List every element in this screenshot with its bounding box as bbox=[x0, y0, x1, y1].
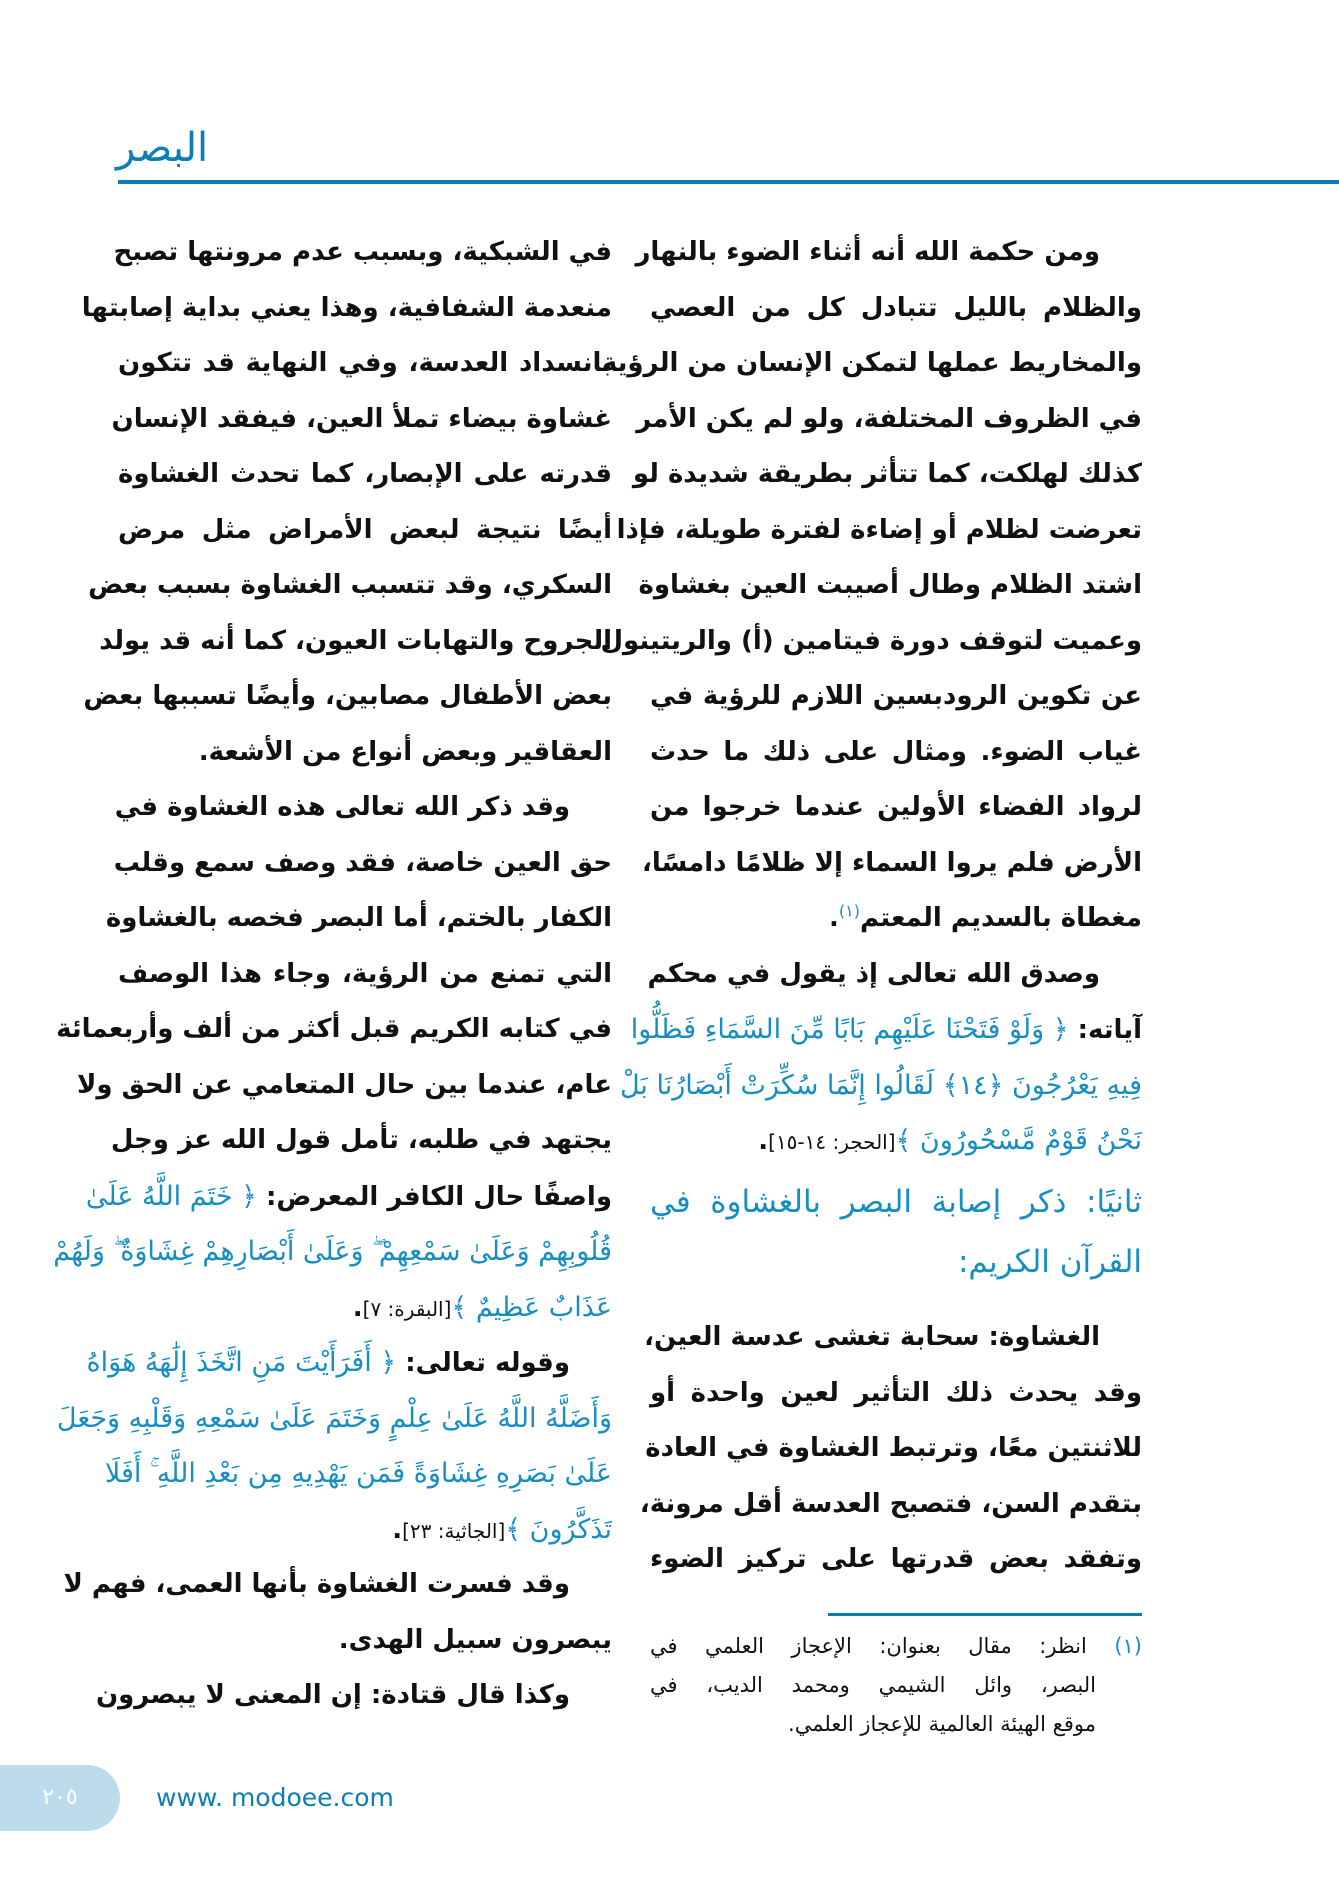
body-text: عن تكوين الرودبسين اللازم للرؤية في bbox=[650, 681, 1142, 711]
body-text: في الظروف المختلفة، ولو لم يكن الأمر bbox=[636, 403, 1142, 434]
right-column-text bbox=[600, 225, 1142, 1169]
body-text: يبصرون سبيل الهدى. bbox=[338, 1624, 612, 1655]
text-line bbox=[111, 392, 612, 448]
text-line bbox=[650, 891, 1142, 947]
quran-verse: وَأَضَلَّهُ اللَّهُ عَلَىٰ عِلْمٍ وَخَتَمَ عَلَىٰ سَمْعِهِ وَقَلْبِهِ وَجَعَلَ bbox=[56, 1402, 612, 1434]
text-line bbox=[650, 281, 1142, 337]
text-line bbox=[118, 1502, 612, 1558]
text-line bbox=[88, 558, 612, 614]
verse-reference: [الجاثية: ٢٣] bbox=[402, 1518, 506, 1543]
text-line bbox=[95, 1668, 612, 1724]
header-divider bbox=[118, 180, 1339, 184]
body-text: بعض الأطفال مصابين، وأيضًا تسببها بعض bbox=[83, 681, 612, 711]
text-line bbox=[650, 780, 1142, 836]
body-text: وكذا قال قتادة: إن المعنى لا يبصرون bbox=[95, 1680, 570, 1710]
body-text: عام، عندما بين حال المتعامي عن الحق ولا bbox=[77, 1069, 612, 1100]
website-link[interactable]: www. modoee.com bbox=[156, 1783, 394, 1812]
text-line bbox=[650, 1113, 1142, 1169]
text-line bbox=[105, 891, 612, 947]
text-line bbox=[77, 1058, 612, 1114]
text-line bbox=[600, 614, 1142, 670]
text-line bbox=[81, 281, 612, 337]
verse-reference: [الحجر: ١٤-١٥] bbox=[768, 1130, 896, 1154]
body-text: غشاوة بيضاء تملأ العين، فيفقد الإنسان bbox=[111, 403, 612, 434]
footnote-marker: (١) bbox=[838, 901, 860, 921]
footnote bbox=[650, 1627, 1142, 1744]
footnote-divider bbox=[828, 1613, 1142, 1616]
text-line bbox=[642, 836, 1142, 892]
body-text: آياته: bbox=[1068, 1015, 1142, 1045]
body-text: والظلام بالليل تتبادل كل من العصي bbox=[650, 292, 1142, 323]
quran-verse: ﴿ أَفَرَأَيْتَ مَنِ اتَّخَذَ إِلَٰهَهُ هَوَاهُ bbox=[86, 1347, 397, 1378]
quran-verse: عَذَابٌ عَظِيمٌ ﴾ bbox=[451, 1291, 612, 1323]
text-line bbox=[63, 1557, 612, 1613]
quran-verse: ﴿ خَتَمَ اللَّهُ عَلَىٰ bbox=[85, 1180, 257, 1212]
text-line bbox=[104, 1446, 612, 1502]
text-line bbox=[650, 1532, 1142, 1588]
text-line bbox=[113, 836, 612, 892]
body-text: وقد يحدث ذلك التأثير لعين واحدة أو bbox=[650, 1377, 1142, 1408]
body-text: مغطاة بالسديم المعتم bbox=[859, 903, 1142, 933]
footnote-number: (١) bbox=[1114, 1634, 1142, 1658]
body-text: للاثنتين معًا، وترتبط الغشاوة في العادة bbox=[645, 1433, 1142, 1463]
text-line bbox=[638, 558, 1142, 614]
text-line bbox=[601, 336, 1142, 392]
chapter-title: البصر bbox=[116, 125, 209, 171]
text-line bbox=[83, 669, 612, 725]
text-line bbox=[650, 669, 1142, 725]
text-line bbox=[118, 1280, 612, 1336]
footnote-line bbox=[650, 1627, 1142, 1666]
body-text: أيضًا نتيجة لبعض الأمراض مثل مرض bbox=[118, 514, 612, 545]
text-line bbox=[645, 1421, 1142, 1477]
section-heading-line: ثانيًا: ذكر إصابة البصر بالغشاوة في bbox=[650, 1184, 1142, 1220]
body-text: . bbox=[829, 903, 839, 933]
section-heading-line: القرآن الكريم: bbox=[957, 1244, 1142, 1280]
body-text: لرواد الفضاء الأولين عندما خرجوا من bbox=[650, 792, 1142, 822]
text-line bbox=[650, 725, 1142, 781]
body-text: منعدمة الشفافية، وهذا يعني بداية إصابتها bbox=[81, 292, 612, 323]
text-line bbox=[114, 780, 612, 836]
body-text: وقد ذكر الله تعالى هذه الغشاوة في bbox=[114, 792, 570, 822]
text-line bbox=[85, 1169, 612, 1225]
body-text: يجتهد في طلبه، تأمل قول الله عز وجل bbox=[110, 1125, 612, 1155]
left-column-text bbox=[53, 225, 612, 1724]
body-text: . bbox=[392, 1514, 403, 1545]
text-line bbox=[619, 1058, 1142, 1114]
text-line bbox=[647, 947, 1142, 1003]
quran-verse: فِيهِ يَعْرُجُونَ ﴿١٤﴾ لَقَالُوا إِنَّمَا سُكِّرَتْ أَبْصَارُنَا بَلْ bbox=[619, 1069, 1142, 1101]
body-text: وقوله تعالى: bbox=[396, 1348, 570, 1378]
text-line bbox=[636, 392, 1142, 448]
text-line bbox=[56, 1391, 612, 1447]
body-text: في كتابه الكريم قبل أكثر من ألف وأربعمائة bbox=[56, 1014, 612, 1044]
body-text: تعرضت لظلام أو إضاءة لفترة طويلة، فإذا bbox=[616, 514, 1142, 545]
text-line bbox=[53, 1224, 612, 1280]
body-text: الأرض فلم يروا السماء إلا ظلامًا دامسًا، bbox=[642, 847, 1142, 878]
quran-verse: نَحْنُ قَوْمٌ مَّسْحُورُونَ ﴾ bbox=[895, 1125, 1142, 1156]
text-line bbox=[118, 336, 612, 392]
text-line bbox=[616, 503, 1142, 559]
body-text: اشتد الظلام وطال أصيبت العين بغشاوة bbox=[638, 570, 1142, 600]
text-line bbox=[56, 1002, 612, 1058]
right-column-text-2 bbox=[639, 1310, 1142, 1588]
body-text: غياب الضوء. ومثال على ذلك ما حدث bbox=[650, 736, 1142, 767]
body-text: بتقدم السن، فتصبح العدسة أقل مرونة، bbox=[639, 1488, 1142, 1519]
body-text: السكري، وقد تتسبب الغشاوة بسبب بعض bbox=[88, 570, 612, 600]
text-line bbox=[113, 225, 612, 281]
body-text: وعميت لتوقف دورة فيتامين (أ) والريتينول bbox=[600, 625, 1142, 656]
text-line bbox=[118, 447, 612, 503]
body-text: الغشاوة: سحابة تغشى عدسة العين، bbox=[644, 1322, 1100, 1352]
quran-verse: تَذَكَّرُونَ ﴾ bbox=[505, 1513, 612, 1545]
body-text: العقاقير وبعض أنواع من الأشعة. bbox=[198, 736, 612, 767]
quran-verse: عَلَىٰ بَصَرِهِ غِشَاوَةً فَمَن يَهْدِيهِ مِن بَعْدِ اللَّهِ ۚ أَفَلَا bbox=[104, 1458, 612, 1489]
body-text: في الشبكية، وبسبب عدم مرونتها تصبح bbox=[113, 237, 612, 267]
section-heading bbox=[650, 1172, 1142, 1292]
text-line bbox=[86, 1335, 612, 1391]
body-text: وقد فسرت الغشاوة بأنها العمى، فهم لا bbox=[63, 1569, 570, 1599]
body-text: ومن حكمة الله أنه أثناء الضوء بالنهار bbox=[635, 237, 1100, 267]
text-line bbox=[99, 614, 612, 670]
body-text: واصفًا حال الكافر المعرض: bbox=[256, 1181, 612, 1212]
body-text: وصدق الله تعالى إذ يقول في محكم bbox=[647, 958, 1100, 989]
text-line bbox=[639, 1477, 1142, 1533]
body-text: وتفقد بعض قدرتها على تركيز الضوء bbox=[650, 1544, 1142, 1574]
text-line bbox=[632, 447, 1142, 503]
body-text: . bbox=[352, 1292, 363, 1323]
body-text: حق العين خاصة، فقد وصف سمع وقلب bbox=[113, 847, 612, 878]
text-line bbox=[118, 725, 612, 781]
text-line bbox=[650, 1366, 1142, 1422]
text-line bbox=[644, 1310, 1142, 1366]
quran-verse: ﴿ وَلَوْ فَتَحْنَا عَلَيْهِم بَابًا مِّنَ السَّمَاءِ فَظَلُّوا bbox=[630, 1014, 1069, 1045]
page-number-badge: ٢٠٥ bbox=[0, 1765, 120, 1831]
footnote-text: انظر: مقال بعنوان: الإعجاز العلمي في bbox=[650, 1634, 1087, 1658]
text-line bbox=[118, 947, 612, 1003]
text-line bbox=[635, 225, 1142, 281]
text-line bbox=[118, 503, 612, 559]
body-text: . bbox=[758, 1126, 769, 1156]
footnote-line: موقع الهيئة العالمية للإعجاز العلمي. bbox=[788, 1712, 1096, 1736]
text-line bbox=[110, 1113, 612, 1169]
footnote-line: البصر، وائل الشيمي ومحمد الديب، في bbox=[650, 1673, 1096, 1697]
body-text: قدرته على الإبصار، كما تحدث الغشاوة bbox=[118, 459, 612, 489]
body-text: الكفار بالختم، أما البصر فخصه بالغشاوة bbox=[105, 903, 612, 933]
verse-reference: [البقرة: ٧] bbox=[362, 1296, 452, 1321]
text-line bbox=[118, 1613, 612, 1669]
text-line bbox=[630, 1002, 1142, 1058]
body-text: والمخاريط عملها لتمكن الإنسان من الرؤية bbox=[601, 348, 1142, 378]
body-text: كذلك لهلكت، كما تتأثر بطريقة شديدة لو bbox=[632, 459, 1142, 489]
body-text: التي تمنع من الرؤية، وجاء هذا الوصف bbox=[118, 958, 612, 989]
quran-verse: قُلُوبِهِمْ وَعَلَىٰ سَمْعِهِمْ ۖ وَعَلَىٰ أَبْصَارِهِمْ غِشَاوَةٌ ۖ وَلَهُمْ bbox=[53, 1236, 612, 1267]
body-text: الجروح والتهابات العيون، كما أنه قد يولد bbox=[99, 625, 612, 656]
body-text: بانسداد العدسة، وفي النهاية قد تتكون bbox=[118, 348, 612, 378]
